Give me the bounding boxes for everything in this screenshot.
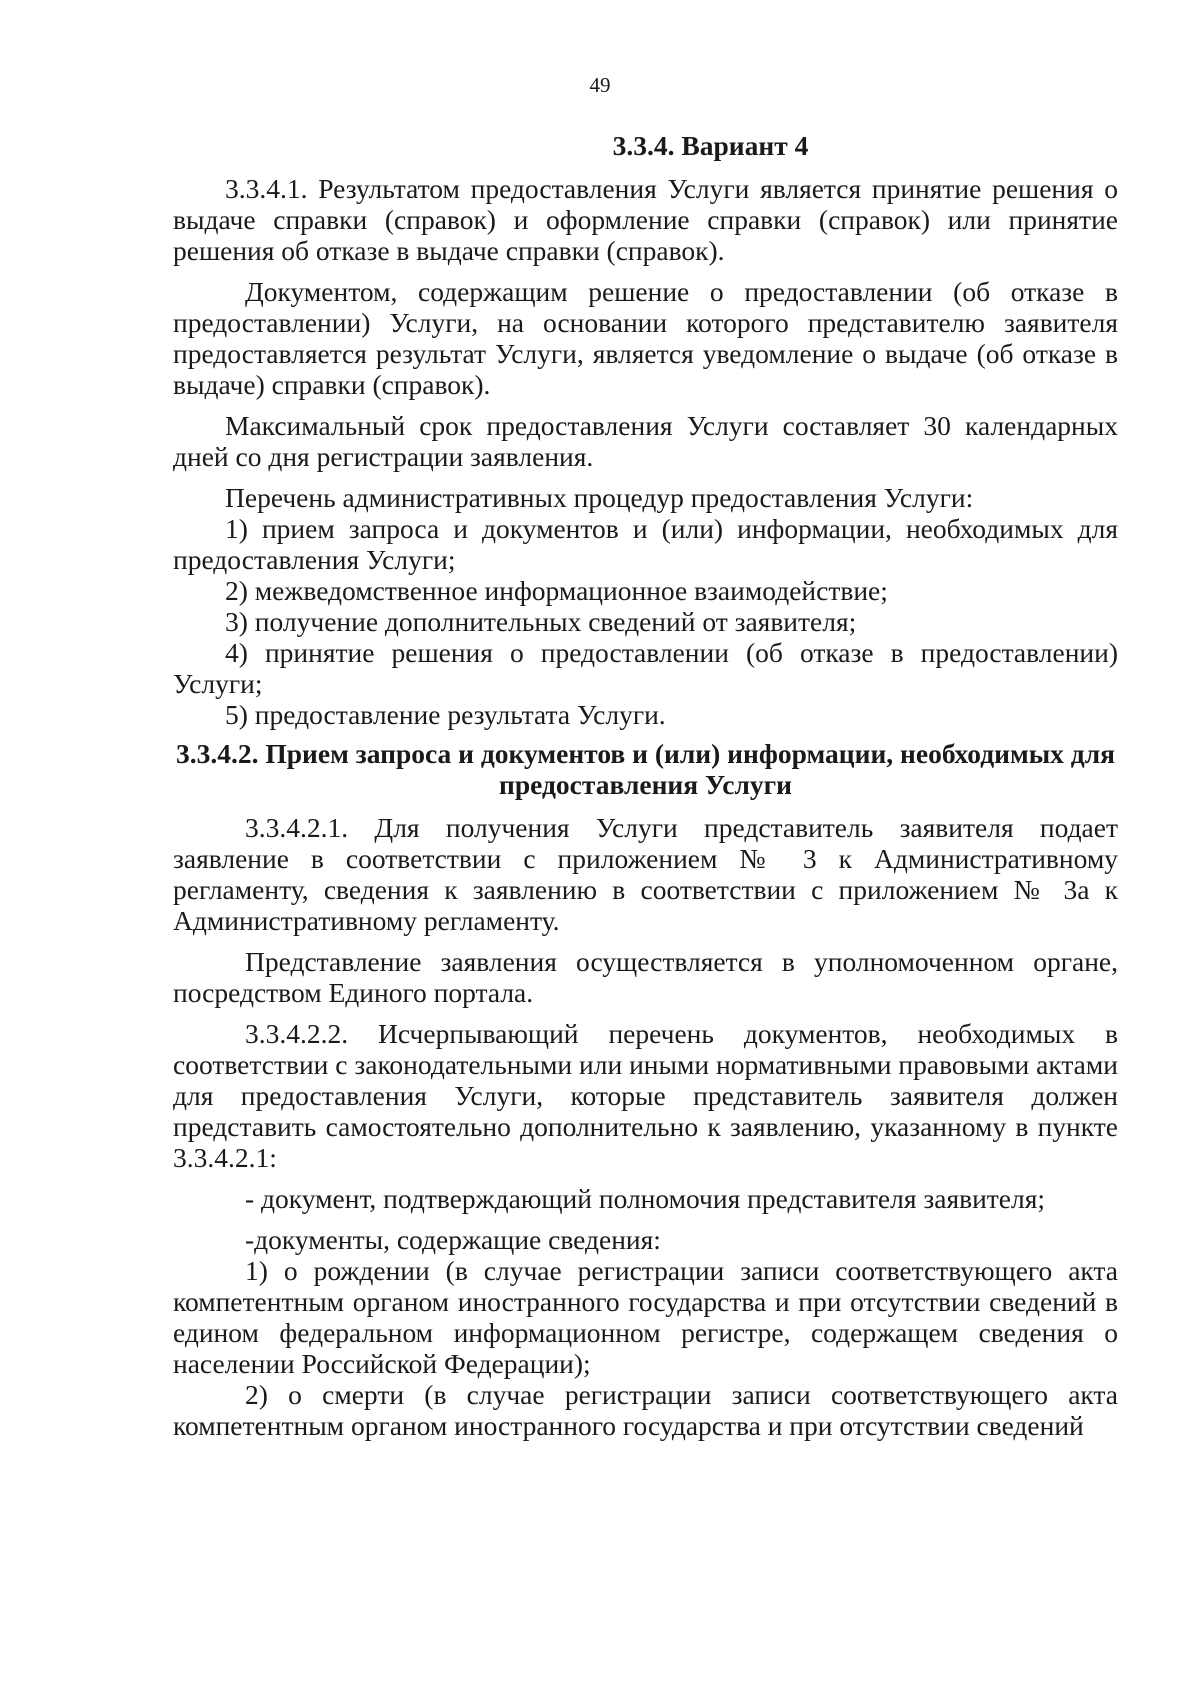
page-number: 49 [589, 73, 611, 97]
document-body [173, 130, 1118, 1441]
section-heading: 3.3.4. Вариант 4 [612, 130, 809, 161]
paragraph-application: 3.3.4.2.1. Для получения Услуги представитель заявителя подает заявление в соответствии с приложением № 3 к Административному регламенту, сведения к заявлению в соответствии с приложением № 3а к Административному регламенту. [173, 812, 1118, 936]
procedure-item: 1) прием запроса и документов и (или) информации, необходимых для предоставления Услуги; [173, 513, 1118, 575]
paragraph-procedures-intro: Перечень административных процедур предоставления Услуги: [225, 482, 974, 513]
paragraph-submission: Представление заявления осуществляется в уполномоченном органе, посредством Единого портала. [173, 946, 1118, 1008]
procedure-item: 3) получение дополнительных сведений от заявителя; [225, 606, 857, 637]
document-item: 1) о рождении (в случае регистрации записи соответствующего акта компетентным органом иностранного государства и при отсутствии сведений в едином федеральном информационном регистре, содержащем сведения о населении Российской Федерации); [173, 1255, 1118, 1379]
paragraph-documents-intro: -документы, содержащие сведения: [245, 1224, 661, 1255]
procedure-item: 5) предоставление результата Услуги. [225, 699, 666, 730]
procedure-item: 2) межведомственное информационное взаимодействие; [225, 575, 888, 606]
document-item: 2) о смерти (в случае регистрации записи соответствующего акта компетентным органом иностранного государства и при отсутствии сведений [173, 1379, 1118, 1441]
paragraph-term: Максимальный срок предоставления Услуги составляет 30 календарных дней со дня регистрации заявления. [173, 410, 1118, 472]
paragraph-documents-list: 3.3.4.2.2. Исчерпывающий перечень документов, необходимых в соответствии с законодательными или иными нормативными правовыми актами для предоставления Услуги, которые представитель заявителя должен представить самостоятельно дополнительно к заявлению, указанному в пункте 3.3.4.2.1: [173, 1018, 1118, 1173]
paragraph-document: Документом, содержащим решение о предоставлении (об отказе в предоставлении) Услуги, на основании которого представителю заявителя предоставляется результат Услуги, является уведомление о выдаче (об отказе в выдаче) справки (справок). [173, 276, 1118, 400]
paragraph-authority-doc: - документ, подтверждающий полномочия представителя заявителя; [245, 1183, 1046, 1214]
procedure-item: 4) принятие решения о предоставлении (об отказе в предоставлении) Услуги; [173, 637, 1118, 699]
subsection-heading: 3.3.4.2. Прием запроса и документов и (или) информации, необходимых для предоставления Услуги [175, 738, 1116, 800]
paragraph-result: 3.3.4.1. Результатом предоставления Услуги является принятие решения о выдаче справки (справок) и оформление справки (справок) или принятие решения об отказе в выдаче справки (справок). [173, 173, 1118, 266]
